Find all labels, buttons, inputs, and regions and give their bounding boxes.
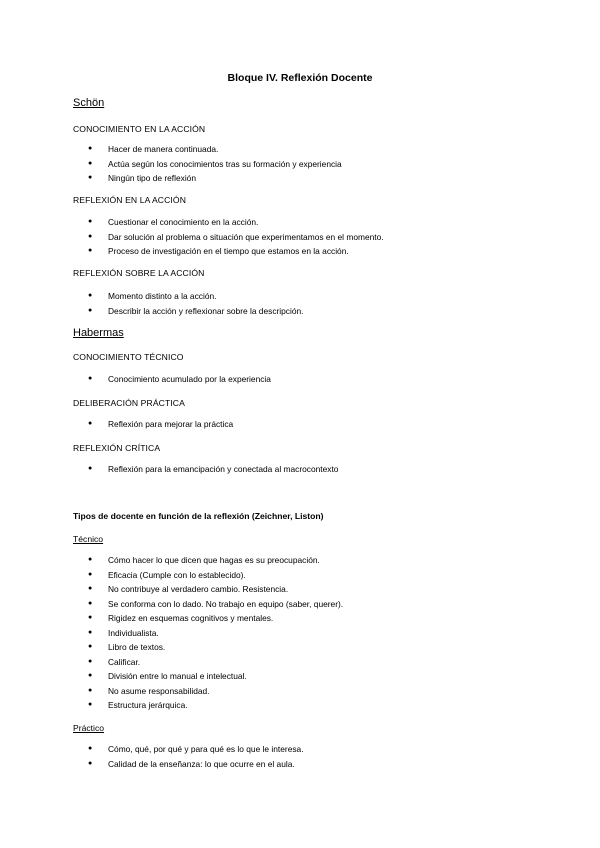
bullet-icon: ● [88, 570, 93, 578]
bullet-icon: ● [88, 218, 93, 225]
list-item: ● Cuestionar el conocimiento en la acción. [88, 215, 568, 230]
bullet-list [88, 289, 568, 318]
bullet-list [88, 553, 568, 713]
bullet-icon: ● [88, 657, 93, 665]
list-item: ● Se conforma con lo dado. No trabajo en equipo (saber, querer). [88, 597, 568, 612]
bullet-list [88, 462, 568, 477]
list-item: ● Dar solución al problema o situación que experimentamos en el momento. [88, 230, 568, 245]
section-label-deliberacion-practica: DELIBERACIÓN PRÁCTICA [73, 398, 185, 408]
list-item: ● Conocimiento acumulado por la experiencia [88, 372, 568, 387]
tecnico-label: Técnico [73, 534, 104, 544]
list-item: ● Calificar. [88, 655, 568, 670]
page-title: Bloque IV. Reflexión Docente [227, 72, 373, 84]
list-item: ● Estructura jerárquica. [88, 698, 568, 713]
list-item: ● Individualista. [88, 626, 568, 641]
bullet-list [88, 417, 568, 432]
list-item: ● No asume responsabilidad. [88, 684, 568, 699]
schon-heading: Schön [73, 97, 105, 109]
bullet-icon: ● [88, 232, 93, 240]
bullet-icon: ● [88, 672, 93, 679]
bullet-list [88, 742, 568, 771]
bullet-icon: ● [88, 701, 93, 708]
bullet-icon: ● [88, 292, 93, 299]
section-label-reflexion-critica: REFLEXIÓN CRÍTICA [73, 443, 161, 453]
bullet-icon: ● [88, 420, 93, 427]
list-item: ● No contribuye al verdadero cambio. Resistencia. [88, 582, 568, 597]
bullet-list [88, 215, 568, 259]
list-item: ● Libro de textos. [88, 640, 568, 655]
bullet-icon: ● [88, 465, 93, 472]
bullet-icon: ● [88, 306, 93, 314]
bullet-icon: ● [88, 686, 93, 694]
bullet-icon: ● [88, 585, 93, 592]
bullet-icon: ● [88, 745, 93, 752]
tipos-heading: Tipos de docente en función de la reflexión (Zeichner, Liston) [73, 511, 324, 521]
habermas-heading: Habermas [73, 327, 124, 339]
list-item: ● Reflexión para mejorar la práctica [88, 417, 568, 432]
bullet-icon: ● [88, 599, 93, 607]
list-item: ● Eficacia (Cumple con lo establecido). [88, 568, 568, 583]
bullet-icon: ● [88, 145, 93, 152]
bullet-list [88, 372, 568, 387]
bullet-icon: ● [88, 556, 93, 563]
bullet-icon: ● [88, 643, 93, 650]
bullet-icon: ● [88, 759, 93, 767]
list-item: ● Cómo hacer lo que dicen que hagas es su preocupación. [88, 553, 568, 568]
list-item: ● Actúa según los conocimientos tras su formación y experiencia [88, 157, 568, 172]
section-label-reflexion-sobre-accion: REFLEXIÓN SOBRE LA ACCIÓN [73, 268, 205, 278]
bullet-icon: ● [88, 375, 93, 382]
bullet-icon: ● [88, 628, 93, 636]
list-item: ● Reflexión para la emancipación y conectada al macrocontexto [88, 462, 568, 477]
bullet-icon: ● [88, 159, 93, 167]
list-item: ● Rigidez en esquemas cognitivos y mentales. [88, 611, 568, 626]
section-label-conocimiento-tecnico: CONOCIMIENTO TÉCNICO [73, 352, 184, 362]
bullet-icon: ● [88, 614, 93, 621]
list-item: ● Calidad de la enseñanza: lo que ocurre en el aula. [88, 757, 568, 772]
section-label-reflexion-en-accion: REFLEXIÓN EN LA ACCIÓN [73, 195, 186, 205]
bullet-list [88, 142, 568, 186]
practico-label: Práctico [73, 723, 105, 733]
list-item: ● Momento distinto a la acción. [88, 289, 568, 304]
list-item: ● Proceso de investigación en el tiempo que estamos en la acción. [88, 244, 568, 259]
list-item: ● Cómo, qué, por qué y para qué es lo que le interesa. [88, 742, 568, 757]
list-item: ● Describir la acción y reflexionar sobre la descripción. [88, 304, 568, 319]
bullet-icon: ● [88, 247, 93, 254]
list-item: ● Ningún tipo de reflexión [88, 171, 568, 186]
list-item: ● Hacer de manera continuada. [88, 142, 568, 157]
list-item: ● División entre lo manual e intelectual. [88, 669, 568, 684]
bullet-icon: ● [88, 174, 93, 181]
section-label-conocimiento-accion: CONOCIMIENTO EN LA ACCIÓN [73, 124, 206, 134]
